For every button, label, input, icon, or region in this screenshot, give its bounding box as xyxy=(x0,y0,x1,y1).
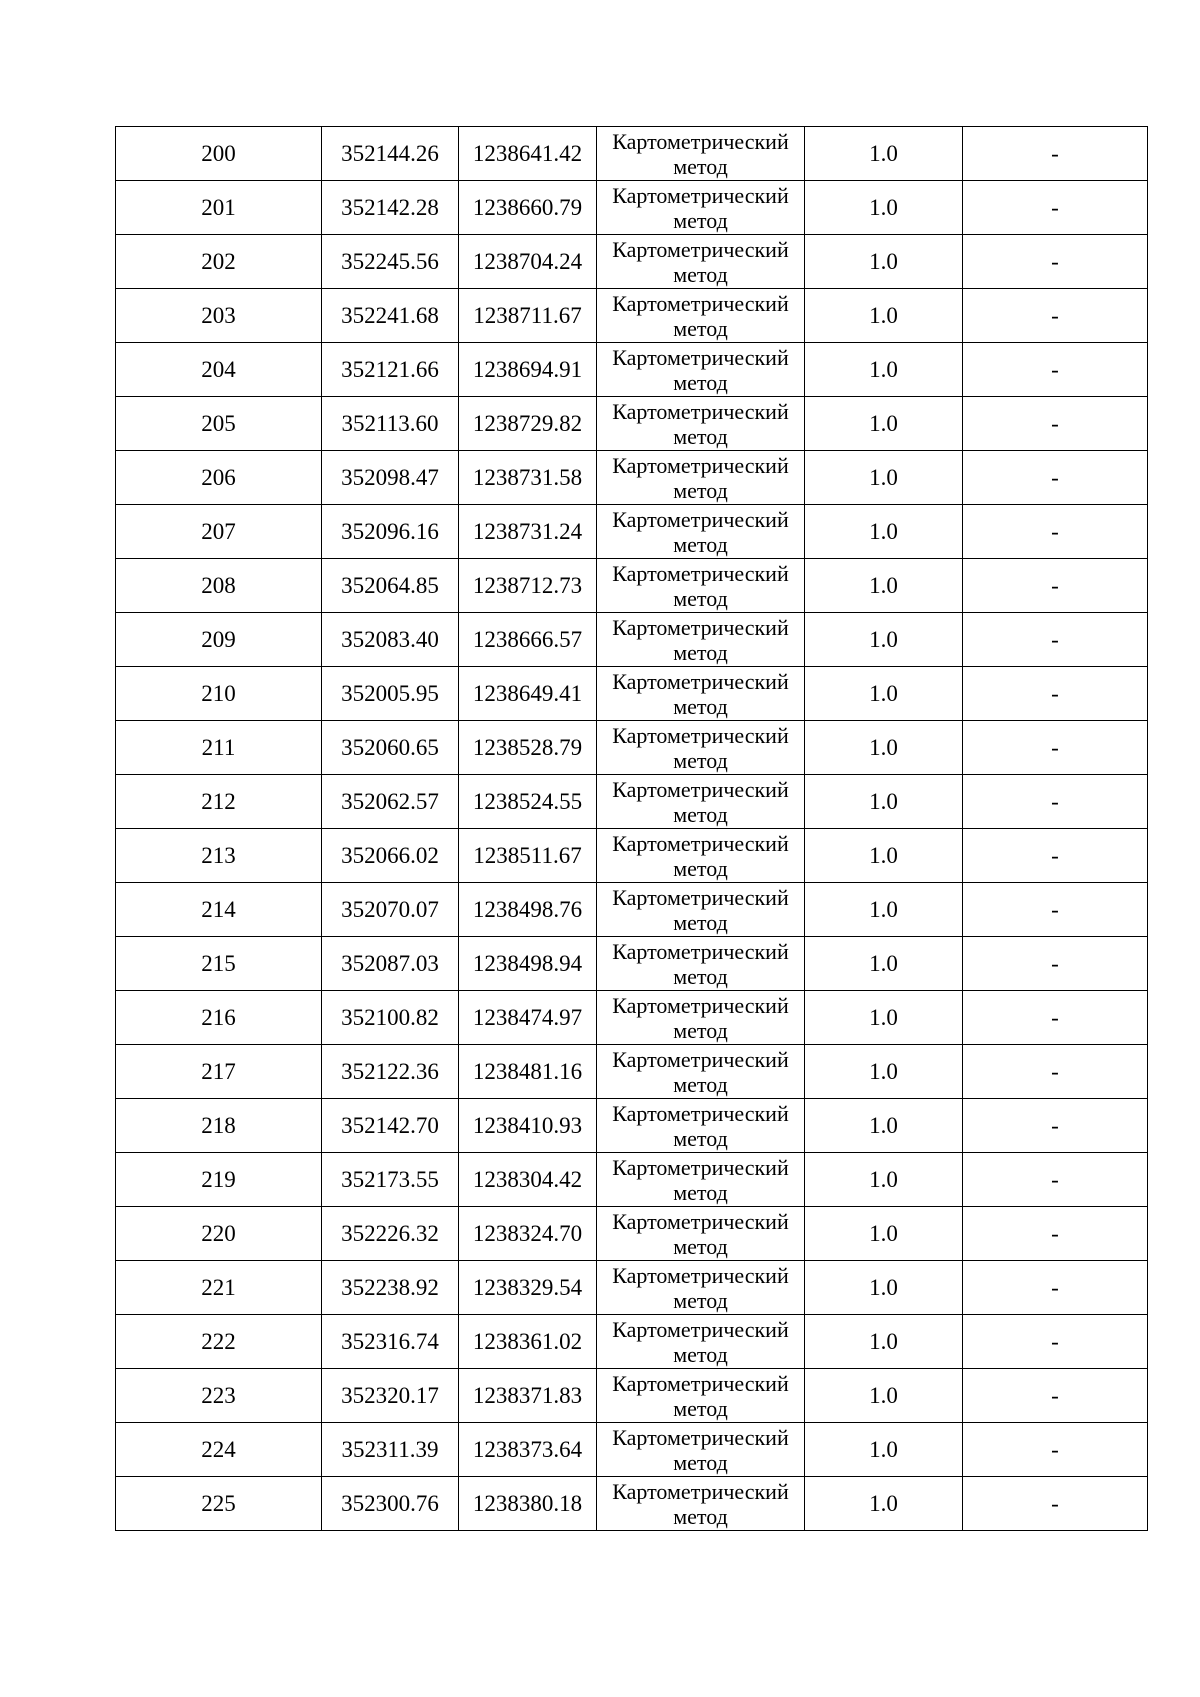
note-cell: - xyxy=(963,1369,1148,1423)
coordinates-table xyxy=(115,126,1148,1531)
accuracy-cell: 1.0 xyxy=(805,181,963,235)
note-cell: - xyxy=(963,1315,1148,1369)
y-coordinate-cell: 1238304.42 xyxy=(459,1153,597,1207)
y-coordinate-cell: 1238524.55 xyxy=(459,775,597,829)
method-line-1: Картометрический xyxy=(612,344,789,370)
method-line-1: Картометрический xyxy=(612,1100,789,1126)
method-cell xyxy=(597,1261,805,1315)
x-coordinate-cell: 352098.47 xyxy=(322,451,459,505)
x-coordinate-cell: 352070.07 xyxy=(322,883,459,937)
method-line-2: метод xyxy=(673,909,728,935)
table-row xyxy=(116,613,1148,667)
note-cell: - xyxy=(963,775,1148,829)
accuracy-cell: 1.0 xyxy=(805,1261,963,1315)
method-line-1: Картометрический xyxy=(612,776,789,802)
note-cell: - xyxy=(963,721,1148,775)
method-line-2: метод xyxy=(673,207,728,233)
method-cell xyxy=(597,1315,805,1369)
note-cell: - xyxy=(963,937,1148,991)
note-cell: - xyxy=(963,397,1148,451)
method-line-1: Картометрический xyxy=(612,452,789,478)
x-coordinate-cell: 352245.56 xyxy=(322,235,459,289)
method-cell xyxy=(597,775,805,829)
method-line-2: метод xyxy=(673,1125,728,1151)
point-number-cell: 212 xyxy=(116,775,322,829)
note-cell: - xyxy=(963,1477,1148,1531)
method-cell xyxy=(597,289,805,343)
method-line-1: Картометрический xyxy=(612,128,789,154)
accuracy-cell: 1.0 xyxy=(805,721,963,775)
point-number-cell: 203 xyxy=(116,289,322,343)
table-row xyxy=(116,775,1148,829)
method-line-1: Картометрический xyxy=(612,992,789,1018)
accuracy-cell: 1.0 xyxy=(805,613,963,667)
accuracy-cell: 1.0 xyxy=(805,1315,963,1369)
method-line-1: Картометрический xyxy=(612,398,789,424)
accuracy-cell: 1.0 xyxy=(805,235,963,289)
x-coordinate-cell: 352226.32 xyxy=(322,1207,459,1261)
y-coordinate-cell: 1238329.54 xyxy=(459,1261,597,1315)
method-line-1: Картометрический xyxy=(612,1316,789,1342)
method-line-1: Картометрический xyxy=(612,1262,789,1288)
x-coordinate-cell: 352062.57 xyxy=(322,775,459,829)
method-cell xyxy=(597,235,805,289)
point-number-cell: 214 xyxy=(116,883,322,937)
x-coordinate-cell: 352173.55 xyxy=(322,1153,459,1207)
accuracy-cell: 1.0 xyxy=(805,1045,963,1099)
x-coordinate-cell: 352064.85 xyxy=(322,559,459,613)
method-cell xyxy=(597,559,805,613)
method-line-1: Картометрический xyxy=(612,1478,789,1504)
accuracy-cell: 1.0 xyxy=(805,1153,963,1207)
table-row xyxy=(116,127,1148,181)
y-coordinate-cell: 1238528.79 xyxy=(459,721,597,775)
method-cell xyxy=(597,1477,805,1531)
point-number-cell: 206 xyxy=(116,451,322,505)
note-cell: - xyxy=(963,1045,1148,1099)
method-cell xyxy=(597,1045,805,1099)
note-cell: - xyxy=(963,883,1148,937)
accuracy-cell: 1.0 xyxy=(805,1477,963,1531)
x-coordinate-cell: 352096.16 xyxy=(322,505,459,559)
table-row xyxy=(116,451,1148,505)
accuracy-cell: 1.0 xyxy=(805,937,963,991)
method-line-1: Картометрический xyxy=(612,182,789,208)
method-line-1: Картометрический xyxy=(612,506,789,532)
method-cell xyxy=(597,505,805,559)
accuracy-cell: 1.0 xyxy=(805,1369,963,1423)
table-row xyxy=(116,883,1148,937)
y-coordinate-cell: 1238371.83 xyxy=(459,1369,597,1423)
method-line-2: метод xyxy=(673,1503,728,1529)
method-cell xyxy=(597,721,805,775)
y-coordinate-cell: 1238729.82 xyxy=(459,397,597,451)
method-line-2: метод xyxy=(673,1287,728,1313)
point-number-cell: 208 xyxy=(116,559,322,613)
table-row xyxy=(116,991,1148,1045)
note-cell: - xyxy=(963,613,1148,667)
point-number-cell: 218 xyxy=(116,1099,322,1153)
y-coordinate-cell: 1238481.16 xyxy=(459,1045,597,1099)
method-line-2: метод xyxy=(673,1395,728,1421)
note-cell: - xyxy=(963,829,1148,883)
point-number-cell: 207 xyxy=(116,505,322,559)
x-coordinate-cell: 352100.82 xyxy=(322,991,459,1045)
x-coordinate-cell: 352311.39 xyxy=(322,1423,459,1477)
method-line-1: Картометрический xyxy=(612,1370,789,1396)
y-coordinate-cell: 1238666.57 xyxy=(459,613,597,667)
method-line-1: Картометрический xyxy=(612,290,789,316)
point-number-cell: 204 xyxy=(116,343,322,397)
method-cell xyxy=(597,613,805,667)
x-coordinate-cell: 352066.02 xyxy=(322,829,459,883)
x-coordinate-cell: 352122.36 xyxy=(322,1045,459,1099)
table-row xyxy=(116,1477,1148,1531)
accuracy-cell: 1.0 xyxy=(805,559,963,613)
note-cell: - xyxy=(963,1261,1148,1315)
table-row xyxy=(116,937,1148,991)
y-coordinate-cell: 1238660.79 xyxy=(459,181,597,235)
note-cell: - xyxy=(963,127,1148,181)
note-cell: - xyxy=(963,667,1148,721)
x-coordinate-cell: 352241.68 xyxy=(322,289,459,343)
method-line-1: Картометрический xyxy=(612,722,789,748)
x-coordinate-cell: 352005.95 xyxy=(322,667,459,721)
method-cell xyxy=(597,1423,805,1477)
note-cell: - xyxy=(963,559,1148,613)
y-coordinate-cell: 1238324.70 xyxy=(459,1207,597,1261)
y-coordinate-cell: 1238511.67 xyxy=(459,829,597,883)
note-cell: - xyxy=(963,1423,1148,1477)
method-line-1: Картометрический xyxy=(612,1154,789,1180)
y-coordinate-cell: 1238410.93 xyxy=(459,1099,597,1153)
method-line-2: метод xyxy=(673,639,728,665)
table-row xyxy=(116,1099,1148,1153)
method-cell xyxy=(597,181,805,235)
accuracy-cell: 1.0 xyxy=(805,1207,963,1261)
point-number-cell: 205 xyxy=(116,397,322,451)
method-line-2: метод xyxy=(673,423,728,449)
table-row xyxy=(116,1207,1148,1261)
accuracy-cell: 1.0 xyxy=(805,289,963,343)
point-number-cell: 221 xyxy=(116,1261,322,1315)
method-line-2: метод xyxy=(673,855,728,881)
x-coordinate-cell: 352087.03 xyxy=(322,937,459,991)
accuracy-cell: 1.0 xyxy=(805,343,963,397)
y-coordinate-cell: 1238712.73 xyxy=(459,559,597,613)
y-coordinate-cell: 1238474.97 xyxy=(459,991,597,1045)
point-number-cell: 225 xyxy=(116,1477,322,1531)
method-line-2: метод xyxy=(673,801,728,827)
method-line-2: метод xyxy=(673,261,728,287)
y-coordinate-cell: 1238380.18 xyxy=(459,1477,597,1531)
point-number-cell: 222 xyxy=(116,1315,322,1369)
method-cell xyxy=(597,829,805,883)
point-number-cell: 216 xyxy=(116,991,322,1045)
method-line-2: метод xyxy=(673,531,728,557)
table-row xyxy=(116,559,1148,613)
accuracy-cell: 1.0 xyxy=(805,451,963,505)
y-coordinate-cell: 1238731.24 xyxy=(459,505,597,559)
x-coordinate-cell: 352142.70 xyxy=(322,1099,459,1153)
x-coordinate-cell: 352083.40 xyxy=(322,613,459,667)
method-line-2: метод xyxy=(673,747,728,773)
method-cell xyxy=(597,343,805,397)
method-line-2: метод xyxy=(673,963,728,989)
note-cell: - xyxy=(963,289,1148,343)
y-coordinate-cell: 1238649.41 xyxy=(459,667,597,721)
y-coordinate-cell: 1238711.67 xyxy=(459,289,597,343)
method-line-1: Картометрический xyxy=(612,938,789,964)
point-number-cell: 217 xyxy=(116,1045,322,1099)
table-row xyxy=(116,667,1148,721)
method-cell xyxy=(597,667,805,721)
y-coordinate-cell: 1238704.24 xyxy=(459,235,597,289)
method-cell xyxy=(597,991,805,1045)
y-coordinate-cell: 1238373.64 xyxy=(459,1423,597,1477)
x-coordinate-cell: 352238.92 xyxy=(322,1261,459,1315)
point-number-cell: 213 xyxy=(116,829,322,883)
table-row xyxy=(116,1261,1148,1315)
y-coordinate-cell: 1238498.76 xyxy=(459,883,597,937)
method-line-2: метод xyxy=(673,1233,728,1259)
point-number-cell: 219 xyxy=(116,1153,322,1207)
method-cell xyxy=(597,127,805,181)
point-number-cell: 201 xyxy=(116,181,322,235)
method-cell xyxy=(597,1369,805,1423)
accuracy-cell: 1.0 xyxy=(805,883,963,937)
x-coordinate-cell: 352060.65 xyxy=(322,721,459,775)
point-number-cell: 220 xyxy=(116,1207,322,1261)
note-cell: - xyxy=(963,343,1148,397)
method-line-2: метод xyxy=(673,315,728,341)
note-cell: - xyxy=(963,451,1148,505)
accuracy-cell: 1.0 xyxy=(805,667,963,721)
table-row xyxy=(116,181,1148,235)
method-line-2: метод xyxy=(673,477,728,503)
method-line-1: Картометрический xyxy=(612,668,789,694)
accuracy-cell: 1.0 xyxy=(805,991,963,1045)
method-line-2: метод xyxy=(673,369,728,395)
table-row xyxy=(116,1423,1148,1477)
method-line-2: метод xyxy=(673,1341,728,1367)
method-cell xyxy=(597,1153,805,1207)
accuracy-cell: 1.0 xyxy=(805,829,963,883)
table-row xyxy=(116,235,1148,289)
point-number-cell: 209 xyxy=(116,613,322,667)
method-line-2: метод xyxy=(673,1449,728,1475)
point-number-cell: 211 xyxy=(116,721,322,775)
method-line-1: Картометрический xyxy=(612,884,789,910)
accuracy-cell: 1.0 xyxy=(805,775,963,829)
table-row xyxy=(116,1369,1148,1423)
method-line-1: Картометрический xyxy=(612,1208,789,1234)
x-coordinate-cell: 352320.17 xyxy=(322,1369,459,1423)
point-number-cell: 224 xyxy=(116,1423,322,1477)
method-line-1: Картометрический xyxy=(612,830,789,856)
note-cell: - xyxy=(963,1207,1148,1261)
accuracy-cell: 1.0 xyxy=(805,505,963,559)
method-cell xyxy=(597,397,805,451)
table-row xyxy=(116,1315,1148,1369)
note-cell: - xyxy=(963,1153,1148,1207)
note-cell: - xyxy=(963,181,1148,235)
table-row xyxy=(116,397,1148,451)
coordinates-table-body xyxy=(116,127,1148,1531)
note-cell: - xyxy=(963,991,1148,1045)
x-coordinate-cell: 352121.66 xyxy=(322,343,459,397)
y-coordinate-cell: 1238731.58 xyxy=(459,451,597,505)
table-row xyxy=(116,505,1148,559)
table-row xyxy=(116,343,1148,397)
y-coordinate-cell: 1238641.42 xyxy=(459,127,597,181)
x-coordinate-cell: 352113.60 xyxy=(322,397,459,451)
x-coordinate-cell: 352316.74 xyxy=(322,1315,459,1369)
method-line-1: Картометрический xyxy=(612,236,789,262)
accuracy-cell: 1.0 xyxy=(805,127,963,181)
x-coordinate-cell: 352144.26 xyxy=(322,127,459,181)
note-cell: - xyxy=(963,1099,1148,1153)
accuracy-cell: 1.0 xyxy=(805,397,963,451)
accuracy-cell: 1.0 xyxy=(805,1099,963,1153)
method-line-1: Картометрический xyxy=(612,560,789,586)
point-number-cell: 223 xyxy=(116,1369,322,1423)
table-row xyxy=(116,1153,1148,1207)
table-row xyxy=(116,721,1148,775)
x-coordinate-cell: 352142.28 xyxy=(322,181,459,235)
method-line-2: метод xyxy=(673,1071,728,1097)
y-coordinate-cell: 1238694.91 xyxy=(459,343,597,397)
method-cell xyxy=(597,883,805,937)
method-line-2: метод xyxy=(673,153,728,179)
point-number-cell: 200 xyxy=(116,127,322,181)
method-cell xyxy=(597,1099,805,1153)
method-cell xyxy=(597,1207,805,1261)
note-cell: - xyxy=(963,235,1148,289)
point-number-cell: 210 xyxy=(116,667,322,721)
y-coordinate-cell: 1238361.02 xyxy=(459,1315,597,1369)
table-row xyxy=(116,1045,1148,1099)
method-line-1: Картометрический xyxy=(612,1424,789,1450)
table-row xyxy=(116,289,1148,343)
method-line-2: метод xyxy=(673,585,728,611)
method-line-2: метод xyxy=(673,693,728,719)
y-coordinate-cell: 1238498.94 xyxy=(459,937,597,991)
method-line-1: Картометрический xyxy=(612,614,789,640)
note-cell: - xyxy=(963,505,1148,559)
point-number-cell: 215 xyxy=(116,937,322,991)
method-line-2: метод xyxy=(673,1017,728,1043)
x-coordinate-cell: 352300.76 xyxy=(322,1477,459,1531)
method-cell xyxy=(597,451,805,505)
method-cell xyxy=(597,937,805,991)
table-row xyxy=(116,829,1148,883)
accuracy-cell: 1.0 xyxy=(805,1423,963,1477)
method-line-2: метод xyxy=(673,1179,728,1205)
method-line-1: Картометрический xyxy=(612,1046,789,1072)
point-number-cell: 202 xyxy=(116,235,322,289)
